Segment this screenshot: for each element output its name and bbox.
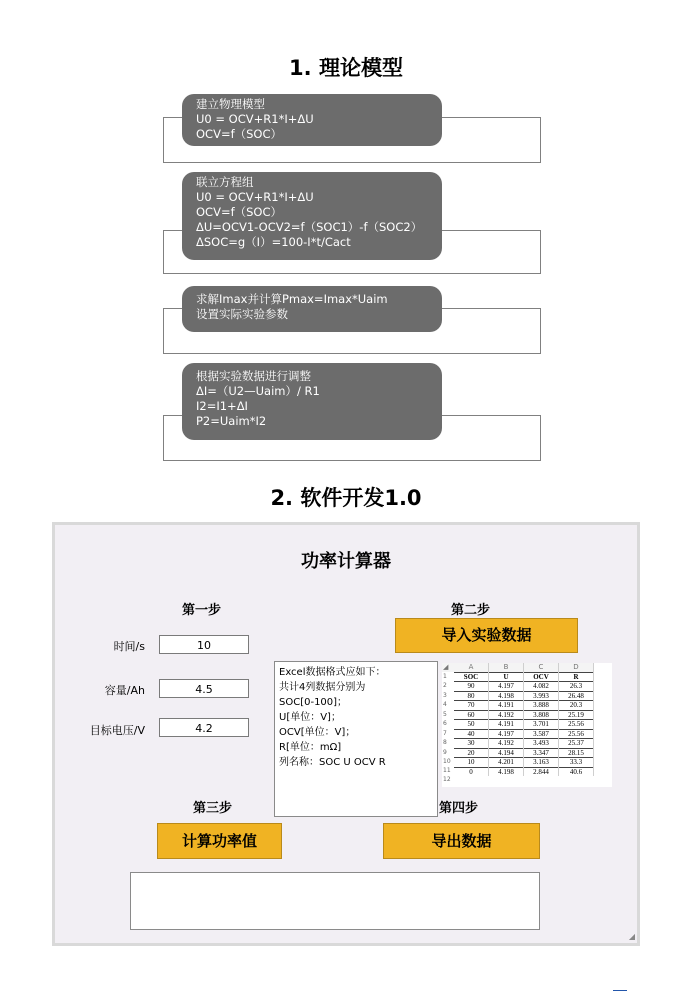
excel-col-letter: D [559, 663, 594, 672]
excel-cell: 80 [454, 691, 489, 701]
excel-cell: 3.587 [524, 729, 559, 739]
app-window [52, 522, 640, 946]
excel-cell: 3.163 [524, 758, 559, 768]
info-line: OCV[单位：V]； [279, 727, 356, 738]
info-line: Excel数据格式应如下： [279, 667, 386, 678]
excel-cell: 4.194 [489, 748, 524, 758]
excel-row-number: 5 [443, 710, 447, 718]
excel-cell: 10 [454, 758, 489, 768]
resize-grip-icon[interactable]: ◢ [628, 932, 635, 941]
excel-row-number: 3 [443, 691, 447, 699]
excel-row [442, 710, 594, 720]
excel-cell: 20 [454, 748, 489, 758]
info-line: 列名称：SOC U OCV R [279, 757, 386, 768]
target-voltage-label: 目标电压/V [89, 724, 145, 737]
format-info-box [274, 661, 438, 817]
output-textbox[interactable] [130, 872, 540, 930]
capacity-label: 容量/Ah [104, 684, 145, 697]
flow-line: 求解Imax并计算Pmax=Imax*Uaim [196, 292, 388, 306]
info-line: U[单位：V]； [279, 712, 341, 723]
excel-cell: 2.844 [524, 767, 559, 776]
flow-line: 设置实际实验参数 [196, 307, 288, 321]
excel-row [442, 729, 594, 739]
excel-cell: 25.56 [559, 729, 594, 739]
excel-cell: 4.198 [489, 691, 524, 701]
excel-row-number: 6 [443, 720, 447, 727]
excel-cell: 25.19 [559, 710, 594, 720]
excel-cell: 33.3 [559, 758, 594, 768]
excel-header-cell: U [489, 672, 524, 682]
step3-label: 第三步 [193, 801, 233, 816]
excel-cell: 50 [454, 720, 489, 730]
flow-line: U0 = OCV+R1*I+ΔU [196, 190, 314, 204]
flow-card [182, 94, 442, 146]
flow-line: ΔSOC=g（I）=100-I*t/Cact [196, 235, 351, 249]
excel-row [442, 758, 594, 768]
excel-row-number: 12 [443, 776, 451, 783]
excel-cell: 3.493 [524, 739, 559, 749]
info-line: R[单位：mΩ] [279, 742, 342, 753]
excel-cell: 4.198 [489, 767, 524, 776]
info-line: 共计4列数据分别为 [279, 682, 366, 693]
excel-header-cell: SOC [454, 672, 489, 682]
flow-card [182, 172, 442, 260]
excel-cell: 40 [454, 729, 489, 739]
excel-cell: 3.808 [524, 710, 559, 720]
excel-row [442, 682, 594, 692]
excel-cell: 26.3 [559, 682, 594, 692]
excel-cell: 4.191 [489, 701, 524, 711]
flow-card [182, 363, 442, 440]
flow-line: 根据实验数据进行调整 [196, 369, 311, 383]
section-title-theory: 1. 理论模型 [289, 56, 403, 80]
excel-cell: 4.197 [489, 729, 524, 739]
flow-line: U0 = OCV+R1*I+ΔU [196, 112, 314, 126]
excel-cell: 70 [454, 701, 489, 711]
excel-cell: 4.192 [489, 710, 524, 720]
section-title-software: 2. 软件开发1.0 [270, 486, 422, 510]
excel-row-number: 8 [443, 739, 447, 746]
excel-row [442, 767, 594, 776]
excel-row [442, 691, 594, 701]
excel-row-number: 9 [443, 748, 447, 756]
excel-cell: 3.888 [524, 701, 559, 711]
excel-cell: 4.192 [489, 739, 524, 749]
excel-cell: 0 [454, 767, 489, 776]
excel-cell: 4.082 [524, 682, 559, 692]
excel-cell: 3.701 [524, 720, 559, 730]
excel-cell: 30 [454, 739, 489, 749]
excel-cell: 4.197 [489, 682, 524, 692]
app-title: 功率计算器 [301, 551, 391, 572]
flow-card [182, 286, 442, 332]
step4-label: 第四步 [439, 801, 479, 816]
excel-cell: 40.6 [559, 767, 594, 776]
excel-cell: 4.201 [489, 758, 524, 768]
excel-row-number: 10 [443, 758, 451, 765]
flow-line: ΔI=（U2—Uaim）/ R1 [196, 384, 320, 398]
excel-cell: 25.56 [559, 720, 594, 730]
excel-row [442, 748, 594, 758]
flow-line: OCV=f（SOC） [196, 127, 283, 141]
excel-cell: 25.37 [559, 739, 594, 749]
time-label: 时间/s [113, 640, 145, 653]
info-line: SOC[0-100]； [279, 697, 348, 708]
flow-line: P2=Uaim*I2 [196, 414, 267, 428]
import-data-button[interactable]: 导入实验数据 [395, 618, 578, 653]
excel-row [442, 776, 594, 785]
excel-row-number: 7 [443, 729, 447, 737]
step1-label: 第一步 [182, 603, 222, 618]
flow-line: I2=I1+ΔI [196, 399, 248, 413]
time-input[interactable]: 10 [159, 635, 249, 654]
excel-row-number: 11 [443, 767, 451, 775]
flow-line: ΔU=OCV1-OCV2=f（SOC1）-f（SOC2） [196, 220, 423, 234]
excel-header-cell: OCV [524, 672, 559, 682]
excel-col-letter: A [454, 663, 489, 672]
excel-format-preview [442, 663, 612, 787]
excel-cell: 20.3 [559, 701, 594, 711]
flow-line: 建立物理模型 [196, 97, 265, 111]
excel-cell: 26.48 [559, 691, 594, 701]
excel-cell: 28.15 [559, 748, 594, 758]
excel-corner: ◢ [442, 663, 454, 672]
excel-cell: 3.347 [524, 748, 559, 758]
excel-row-number: 2 [443, 682, 447, 689]
excel-col-letter: C [524, 663, 559, 672]
corner-mark [613, 990, 627, 991]
excel-cell: 3.993 [524, 691, 559, 701]
target-voltage-input[interactable]: 4.2 [159, 718, 249, 737]
excel-header-cell: R [559, 672, 594, 682]
calculate-power-button[interactable]: 计算功率值 [157, 823, 282, 859]
excel-row [442, 739, 594, 749]
excel-row [442, 701, 594, 711]
export-data-button[interactable]: 导出数据 [383, 823, 540, 859]
excel-cell: 90 [454, 682, 489, 692]
flow-line: 联立方程组 [196, 175, 254, 189]
flow-line: OCV=f（SOC） [196, 205, 283, 219]
excel-cell: 4.191 [489, 720, 524, 730]
capacity-input[interactable]: 4.5 [159, 679, 249, 698]
excel-col-letter: B [489, 663, 524, 672]
excel-cell: 60 [454, 710, 489, 720]
excel-row-number: 4 [443, 701, 447, 708]
step2-label: 第二步 [451, 603, 491, 618]
excel-row-number: 1 [443, 672, 447, 680]
excel-row [442, 720, 594, 730]
